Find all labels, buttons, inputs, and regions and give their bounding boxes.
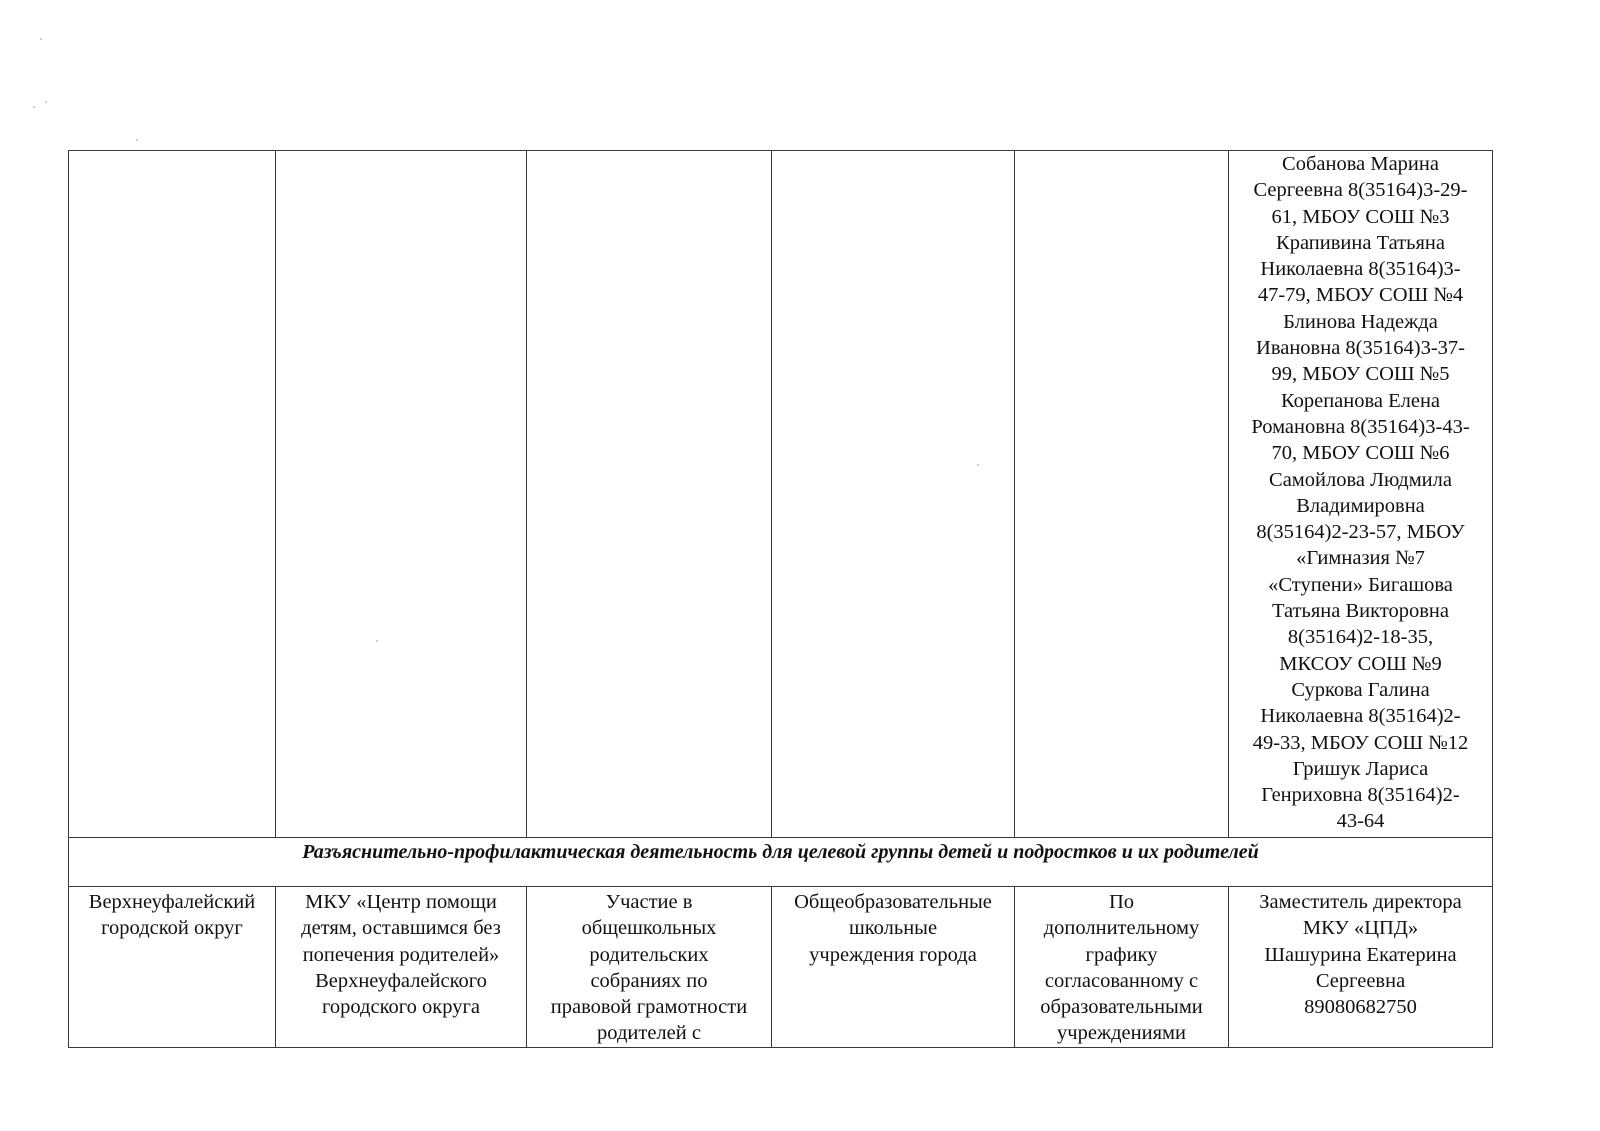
cell-line: Сергеевна bbox=[1315, 969, 1406, 992]
cell-line: образовательными bbox=[1040, 996, 1203, 1019]
cell-line: МКУ «ЦПД» bbox=[1302, 917, 1419, 940]
cell-line: родителей с bbox=[597, 1022, 701, 1045]
cell-line: Николаевна 8(35164)2- bbox=[1260, 705, 1461, 728]
cell-line: графику bbox=[1085, 943, 1158, 966]
cell-line: Николаевна 8(35164)3- bbox=[1260, 258, 1461, 281]
cell-line: Крапивина Татьяна bbox=[1276, 231, 1445, 254]
table-row bbox=[69, 887, 1493, 1048]
cell-line: Корепанова Елена bbox=[1280, 389, 1441, 412]
cell-line: «Ступени» Бигашова bbox=[1268, 573, 1453, 596]
cell-line: дополнительному bbox=[1043, 917, 1200, 940]
empty-cell bbox=[69, 151, 276, 838]
empty-cell bbox=[527, 151, 772, 838]
cell-line: попечения родителей» bbox=[302, 943, 500, 966]
cell-line: 47-79, МБОУ СОШ №4 bbox=[1257, 284, 1464, 307]
empty-cell bbox=[1015, 151, 1229, 838]
cell-line: правовой грамотности bbox=[550, 996, 748, 1019]
cell-line: городской округ bbox=[101, 917, 243, 940]
cell-line: Ивановна 8(35164)3-37- bbox=[1256, 337, 1465, 360]
cell-line: Сергеевна 8(35164)3-29- bbox=[1253, 179, 1468, 202]
cell-line: городского округа bbox=[322, 996, 480, 1019]
cell-line: Самойлова Людмила bbox=[1269, 468, 1452, 491]
cell-line: Общеобразовательные bbox=[794, 891, 992, 913]
cell-line: Собанова Марина bbox=[1282, 153, 1439, 175]
contacts-cell bbox=[1229, 151, 1493, 838]
cell-line: Заместитель директора bbox=[1259, 891, 1462, 913]
cell-line: 70, МБОУ СОШ №6 bbox=[1271, 442, 1450, 465]
cell-line: Татьяна Викторовна bbox=[1271, 600, 1450, 623]
cell-line: МКСОУ СОШ №9 bbox=[1279, 652, 1442, 675]
scan-speck bbox=[40, 38, 42, 40]
activity-cell bbox=[527, 887, 772, 1048]
cell-line: 8(35164)2-18-35, bbox=[1287, 626, 1434, 649]
responsible-cell bbox=[1229, 887, 1493, 1048]
cell-line: 61, МБОУ СОШ №3 bbox=[1271, 205, 1450, 228]
cell-line: 43-64 bbox=[1336, 810, 1385, 833]
venue-cell bbox=[772, 887, 1015, 1048]
scan-speck bbox=[33, 106, 35, 108]
cell-line: Блинова Надежда bbox=[1283, 310, 1438, 333]
cell-line: согласованному с bbox=[1044, 969, 1199, 992]
cell-line: Владимировна bbox=[1296, 494, 1425, 517]
cell-line: Верхнеуфалейский bbox=[88, 891, 256, 913]
cell-line: По bbox=[1108, 891, 1135, 913]
cell-line: родительских bbox=[589, 943, 709, 966]
cell-line: детям, оставшимся без bbox=[301, 917, 501, 940]
cell-line: МКУ «Центр помощи bbox=[305, 891, 497, 913]
plan-table bbox=[68, 150, 1493, 1048]
cell-line: Шашурина Екатерина bbox=[1264, 943, 1457, 966]
cell-line: Гришук Лариса bbox=[1292, 757, 1429, 780]
cell-line: учреждениями bbox=[1057, 1022, 1186, 1045]
cell-line: общешкольных bbox=[581, 917, 717, 940]
table-row bbox=[69, 151, 1493, 838]
cell-line: 89080682750 bbox=[1304, 996, 1417, 1019]
cell-line: 49-33, МБОУ СОШ №12 bbox=[1252, 731, 1469, 754]
empty-cell bbox=[772, 151, 1015, 838]
cell-line: Романовна 8(35164)3-43- bbox=[1251, 415, 1470, 438]
cell-line: учреждения города bbox=[809, 943, 977, 966]
scan-speck bbox=[45, 101, 47, 103]
cell-line: Участие в bbox=[605, 891, 693, 913]
section-heading: Разъяснительно-профилактическая деятельность для целевой группы детей и подростков и их родителей bbox=[69, 838, 1493, 887]
table-row bbox=[69, 838, 1493, 887]
cell-line: «Гимназия №7 bbox=[1296, 547, 1425, 570]
empty-cell bbox=[276, 151, 527, 838]
cell-line: 99, МБОУ СОШ №5 bbox=[1271, 363, 1450, 386]
cell-line: Суркова Галина bbox=[1291, 678, 1430, 701]
cell-line: Верхнеуфалейского bbox=[315, 969, 487, 992]
cell-line: Генриховна 8(35164)2- bbox=[1261, 784, 1460, 807]
cell-line: школьные bbox=[848, 917, 938, 940]
cell-line: собраниях по bbox=[590, 969, 708, 992]
organizer-cell bbox=[276, 887, 527, 1048]
schedule-cell bbox=[1015, 887, 1229, 1048]
scan-speck bbox=[136, 139, 138, 141]
territory-cell bbox=[69, 887, 276, 1048]
cell-line: 8(35164)2-23-57, МБОУ bbox=[1256, 521, 1465, 544]
